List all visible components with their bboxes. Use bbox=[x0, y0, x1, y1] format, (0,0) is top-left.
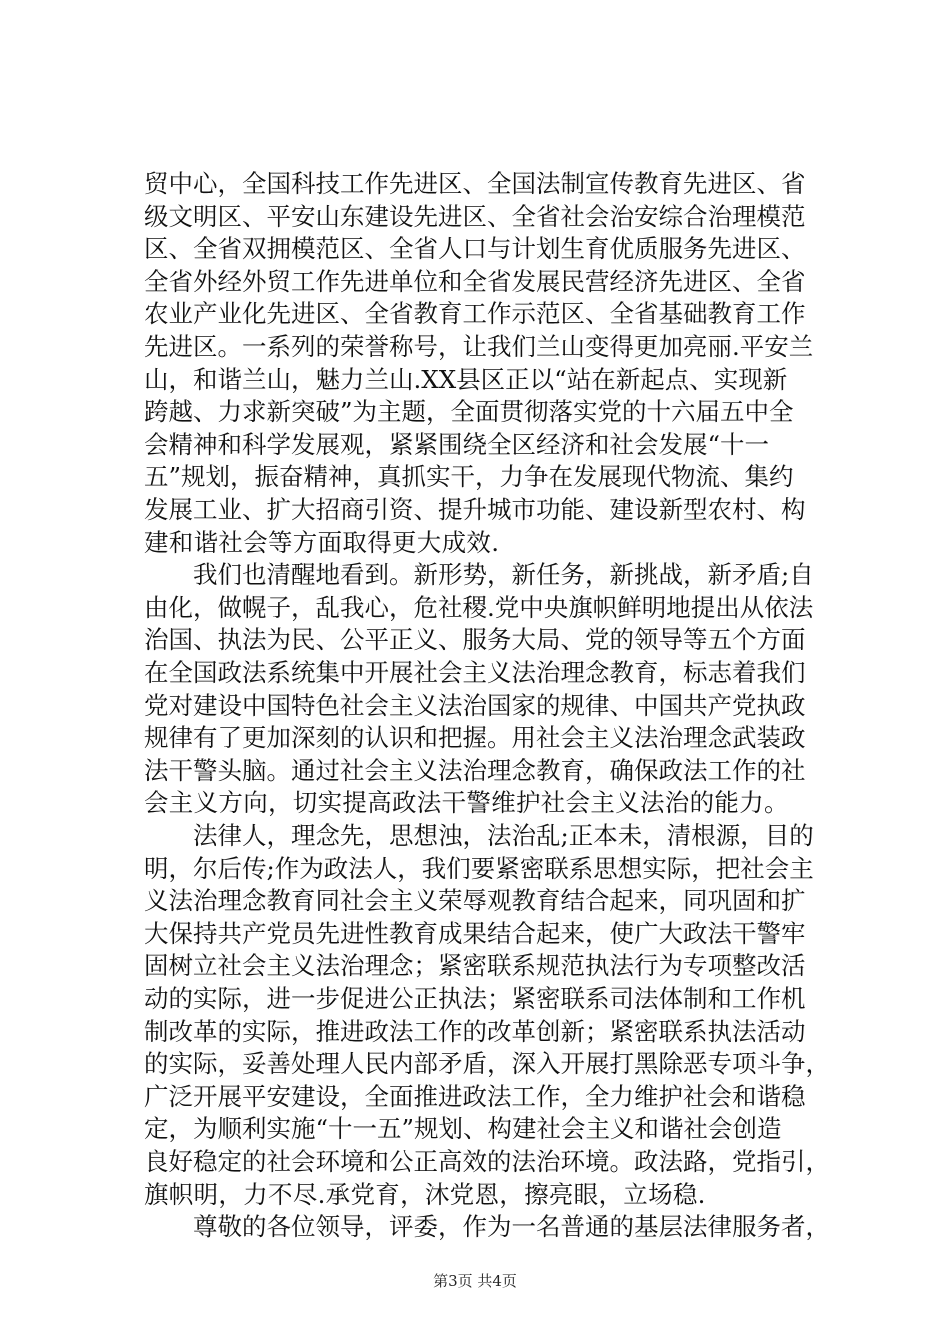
text-line: 全省外经外贸工作先进单位和全省发展民营经济先进区、全省 bbox=[144, 266, 806, 296]
text-line: 广泛开展平安建设，全面推进政法工作，全力维护社会和谐稳 bbox=[144, 1081, 806, 1111]
text-line: 良好稳定的社会环境和公正高效的法治环境。政法路，党指引， bbox=[144, 1147, 830, 1176]
text-line: 先进区。一系列的荣誉称号，让我们兰山变得更加亮丽.平安兰 bbox=[144, 332, 814, 361]
text-line: 建和谐社会等方面取得更大成效. bbox=[144, 527, 500, 557]
text-line: 级文明区、平安山东建设先进区、全省社会治安综合治理模范 bbox=[144, 201, 806, 231]
text-line: 五”规划，振奋精神，真抓实干，力争在发展现代物流、集约 bbox=[144, 462, 794, 492]
text-line: 法干警头脑。通过社会主义法治理念教育，确保政法工作的社 bbox=[144, 755, 806, 785]
text-line: 山，和谐兰山，魅力兰山.XX县区正以“站在新起点、实现新 bbox=[144, 364, 788, 394]
text-line: 会精神和科学发展观，紧紧围绕全区经济和社会发展“十一 bbox=[144, 429, 770, 459]
text-line: 规律有了更加深刻的认识和把握。用社会主义法治理念武装政 bbox=[144, 723, 806, 753]
text-line: 旗帜明，力不尽.承党育，沐党恩，擦亮眼，立场稳. bbox=[144, 1179, 706, 1209]
text-line: 我们也清醒地看到。新形势，新任务，新挑战，新矛盾;自 bbox=[193, 560, 814, 590]
text-line: 固树立社会主义法治理念；紧密联系规范执法行为专项整改活 bbox=[144, 951, 806, 981]
text-line: 明，尔后传;作为政法人，我们要紧密联系思想实际，把社会主 bbox=[144, 853, 814, 883]
text-line: 定，为顺利实施“十一五”规划、构建社会主义和谐社会创造 bbox=[144, 1114, 782, 1144]
text-line: 发展工业、扩大招商引资、提升城市功能、建设新型农村、构 bbox=[144, 495, 806, 524]
text-line: 由化，做幌子，乱我心，危社稷.党中央旗帜鲜明地提出从依法 bbox=[144, 592, 814, 622]
text-line: 农业产业化先进区、全省教育工作示范区、全省基础教育工作 bbox=[144, 299, 806, 329]
text-line: 大保持共产党员先进性教育成果结合起来，使广大政法干警牢 bbox=[144, 918, 806, 948]
text-line: 跨越、力求新突破”为主题，全面贯彻落实党的十六届五中全 bbox=[144, 397, 794, 427]
text-line: 法律人，理念先，思想浊，法治乱;正本未，清根源，目的 bbox=[193, 821, 814, 850]
text-line: 的实际，妥善处理人民内部矛盾，深入开展打黑除恶专项斗争， bbox=[144, 1049, 830, 1079]
text-line: 区、全省双拥模范区、全省人口与计划生育优质服务先进区、 bbox=[144, 234, 806, 264]
text-line: 党对建设中国特色社会主义法治国家的规律、中国共产党执政 bbox=[144, 690, 806, 720]
text-line: 贸中心，全国科技工作先进区、全国法制宣传教育先进区、省 bbox=[144, 169, 806, 198]
text-line: 制改革的实际，推进政法工作的改革创新；紧密联系执法活动 bbox=[144, 1016, 806, 1046]
text-line: 治国、执法为民、公平正义、服务大局、党的领导等五个方面 bbox=[144, 625, 806, 655]
text-line: 尊敬的各位领导，评委，作为一名普通的基层法律服务者， bbox=[193, 1212, 830, 1242]
page-footer: 第3页 共4页 bbox=[433, 1272, 517, 1290]
text-line: 会主义方向，切实提高政法干警维护社会主义法治的能力。 bbox=[144, 788, 789, 818]
text-line: 在全国政法系统集中开展社会主义法治理念教育，标志着我们 bbox=[144, 658, 806, 687]
text-line: 义法治理念教育同社会主义荣辱观教育结合起来，同巩固和扩 bbox=[144, 886, 806, 916]
text-line: 动的实际，进一步促进公正执法；紧密联系司法体制和工作机 bbox=[144, 984, 806, 1013]
